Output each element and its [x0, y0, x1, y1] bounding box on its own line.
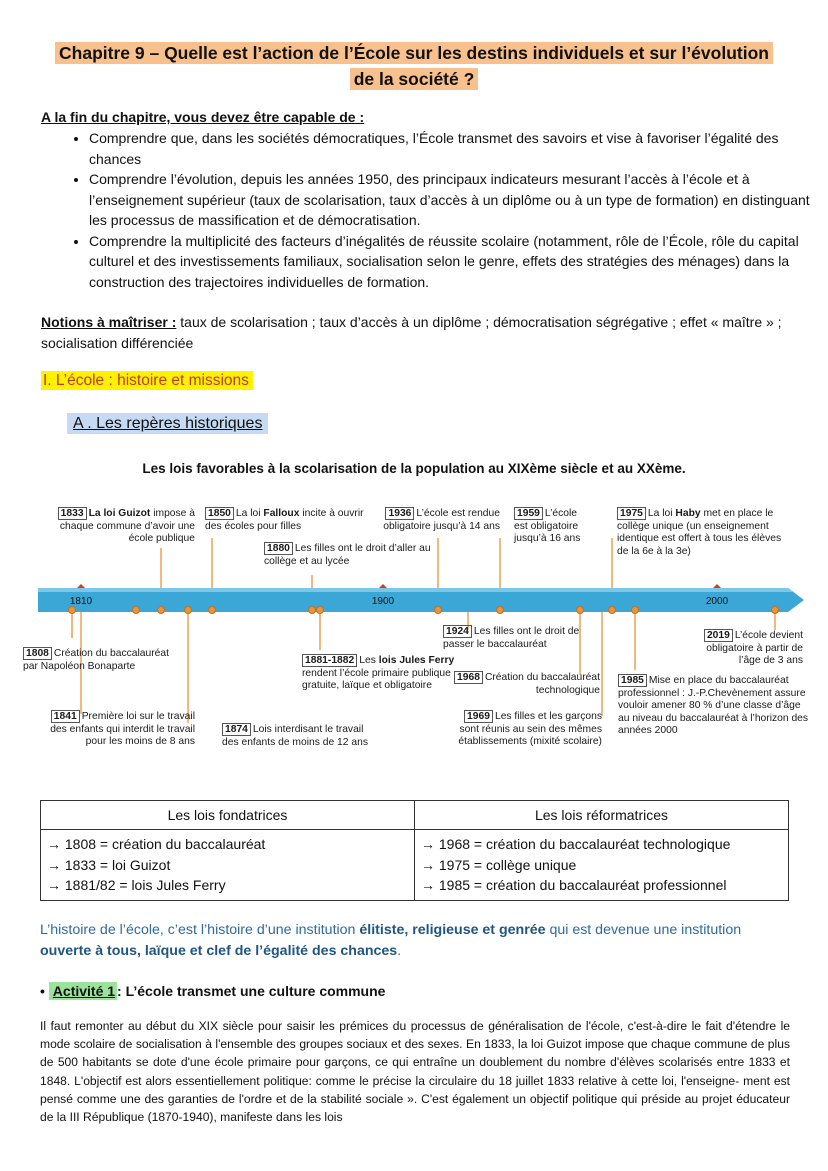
event-1874: 1874 Lois interdisant le travail des enfants de moins de 12 ans — [222, 724, 368, 748]
objective-item: • Comprendre que, dans les sociétés démocratiques, l’École transmet des savoirs et vise à favoriser l’égalité des chances — [89, 128, 828, 169]
notions-text: taux de scolarisation ; taux d’accès à un diplôme ; démocratisation ségrégative ; effet « maître » ; socialisation différenciée — [41, 314, 782, 351]
event-1850: 1850 La loi Falloux incite à ouvrir des écoles pour filles — [205, 508, 364, 532]
axis-label-2000: 2000 — [705, 596, 729, 607]
axis-tick-2000 — [713, 584, 721, 588]
notions — [41, 312, 786, 353]
objective-item: • Comprendre la multiplicité des facteurs d’inégalités de réussite scolaire (notamment, rôle de l’École, rôle du capital culturel et des investissements familiaux, socialisation selon le genre, effets des stratégies des ménages) dans la construction des trajectoires individuelles de formation. — [89, 231, 828, 293]
chapter-title-line2: de la société ? — [350, 68, 479, 90]
dot-1850 — [209, 607, 216, 614]
laws-table — [40, 800, 789, 901]
event-1881: 1881-1882 Les lois Jules Ferry rendent l’école primaire publique gratuite, laïque et obligatoire — [302, 655, 455, 691]
history-sentence: L’histoire de l’école, c’est l’histoire d’une institution élitiste, religieuse et genrée qui est devenue une institution ouverte à tous, laïque et clef de l’égalité des chances. — [40, 922, 742, 959]
chapter-title-line1: Chapitre 9 – Quelle est l’action de l’École sur les destins individuels et sur l’évolution — [55, 42, 773, 64]
event-1833: 1833 La loi Guizot impose à chaque commune d’avoir une école publique — [53, 508, 195, 546]
event-1880: 1880 Les filles ont le droit d’aller au collège et au lycée — [264, 543, 431, 567]
bullet: • — [40, 983, 45, 999]
dot-1808 — [69, 607, 76, 614]
event-1936: 1936 L’école est rendue obligatoire jusqu’à 14 ans — [383, 508, 500, 532]
dot-1985 — [632, 607, 639, 614]
axis-tick-1810 — [77, 584, 85, 588]
axis-tick-1900 — [379, 584, 387, 588]
axis-label-1900: 1900 — [371, 596, 395, 607]
event-1968: 1968 Création du baccalauréat technologique — [450, 672, 600, 697]
timeline-arrow-highlight — [38, 588, 794, 592]
subsection-heading-a — [67, 415, 268, 433]
section-heading-1-text: I. L’école : histoire et missions — [41, 371, 253, 390]
dot-1874 — [185, 607, 192, 614]
dot-1936 — [435, 607, 442, 614]
dot-1975 — [609, 607, 616, 614]
table-header-row — [41, 801, 789, 830]
table-cell-founding: → 1808 = création du baccalauréat → 1833 = loi Guizot → 1881/82 = lois Jules Ferry — [41, 830, 415, 901]
dot-1833a — [133, 607, 140, 614]
objectives-heading: A la fin du chapitre, vous devez être capable de : — [41, 109, 365, 125]
event-1841: 1841 Première loi sur le travail des enfants qui interdit le travail pour les moins de 8 ans — [50, 711, 195, 747]
table-cell-reforming: → 1968 = création du baccalauréat technologique → 1975 = collège unique → 1985 = création du baccalauréat professionnel — [415, 830, 789, 901]
event-1808: 1808 Création du baccalauréat par Napoléon Bonaparte — [23, 648, 169, 672]
axis-ticks — [77, 584, 721, 588]
subsection-heading-a-text: A . Les repères historiques — [67, 413, 268, 434]
event-1975: 1975 La loi Haby met en place le collège unique (un enseignement identique est offert à tous les élèves de la 6e à la 3e) — [617, 508, 782, 557]
event-1969: 1969 Les filles et les garçons sont réunis au sein des mêmes établissements (mixité scolaire) — [458, 711, 602, 747]
event-2019: 2019 L’école devient obligatoire à partir de l’âge de 3 ans — [693, 630, 803, 668]
axis-label-1810: 1810 — [69, 596, 93, 607]
activity-paragraph: Il faut remonter au début du XIX siècle pour saisir les prémices du processus de généralisation de l'école, c'est-à-dire le fait d'étendre le mode scolaire de socialisation à l'ensemble des groupes sociaux et des sexes. En 1833, la loi Guizot impose que chaque commune de plus de 500 habitants se dote d'une école primaire pour garçons, ce qui entraîne un doublement du nombre d'élèves scolarisés entre 1833 et 1848. L'objectif est alors essentiellement politique: comme le précise la circulaire du 18 juillet 1833 relative à cette loi, l'enseigne- ment est pensé comme une des garanties de l'ordre et de la stabilité sociale ». C'est également un objectif politique qui préside au projet éducateur de la III République (1870-1940), manifeste dans les lois — [40, 1019, 790, 1125]
dot-1833 — [158, 607, 165, 614]
objectives-list — [41, 128, 828, 292]
activity-label: Activité 1 — [49, 982, 117, 1000]
event-1924: 1924 Les filles ont le droit de passer le baccalauréat — [443, 626, 580, 650]
dot-1968 — [577, 607, 584, 614]
activity-title: : L’école transmet une culture commune — [117, 983, 386, 999]
notions-label: Notions à maîtriser : — [41, 314, 177, 330]
event-1959: 1959 L’école est obligatoire jusqu’à 16 ans — [514, 508, 581, 544]
section-heading-1 — [41, 372, 253, 390]
table-header: Les lois réformatrices — [415, 801, 789, 830]
table-header: Les lois fondatrices — [41, 801, 415, 830]
timeline-title: Les lois favorables à la scolarisation de la population au XIXème siècle et au XXème. — [142, 461, 686, 476]
table-row — [41, 830, 789, 901]
dot-1881 — [317, 607, 324, 614]
dot-1959 — [497, 607, 504, 614]
dot-1880 — [309, 607, 316, 614]
dot-2019 — [772, 607, 779, 614]
objective-item: • Comprendre l’évolution, depuis les années 1950, des principaux indicateurs mesurant l’accès à l’école et à l’enseignement supérieur (taux de scolarisation, taux d’accès à un diplôme ou à un type de formation) en distinguant les processus de massification et de démocratisation. — [89, 169, 828, 231]
chapter-title — [0, 40, 828, 92]
activity-heading — [40, 983, 385, 999]
event-1985: 1985 Mise en place du baccalauréat professionnel : J.-P.Chevènement assure vouloir amener 80 % d’une classe d’âge au niveau du baccalauréat à l’horizon des années 2000 — [618, 675, 809, 736]
